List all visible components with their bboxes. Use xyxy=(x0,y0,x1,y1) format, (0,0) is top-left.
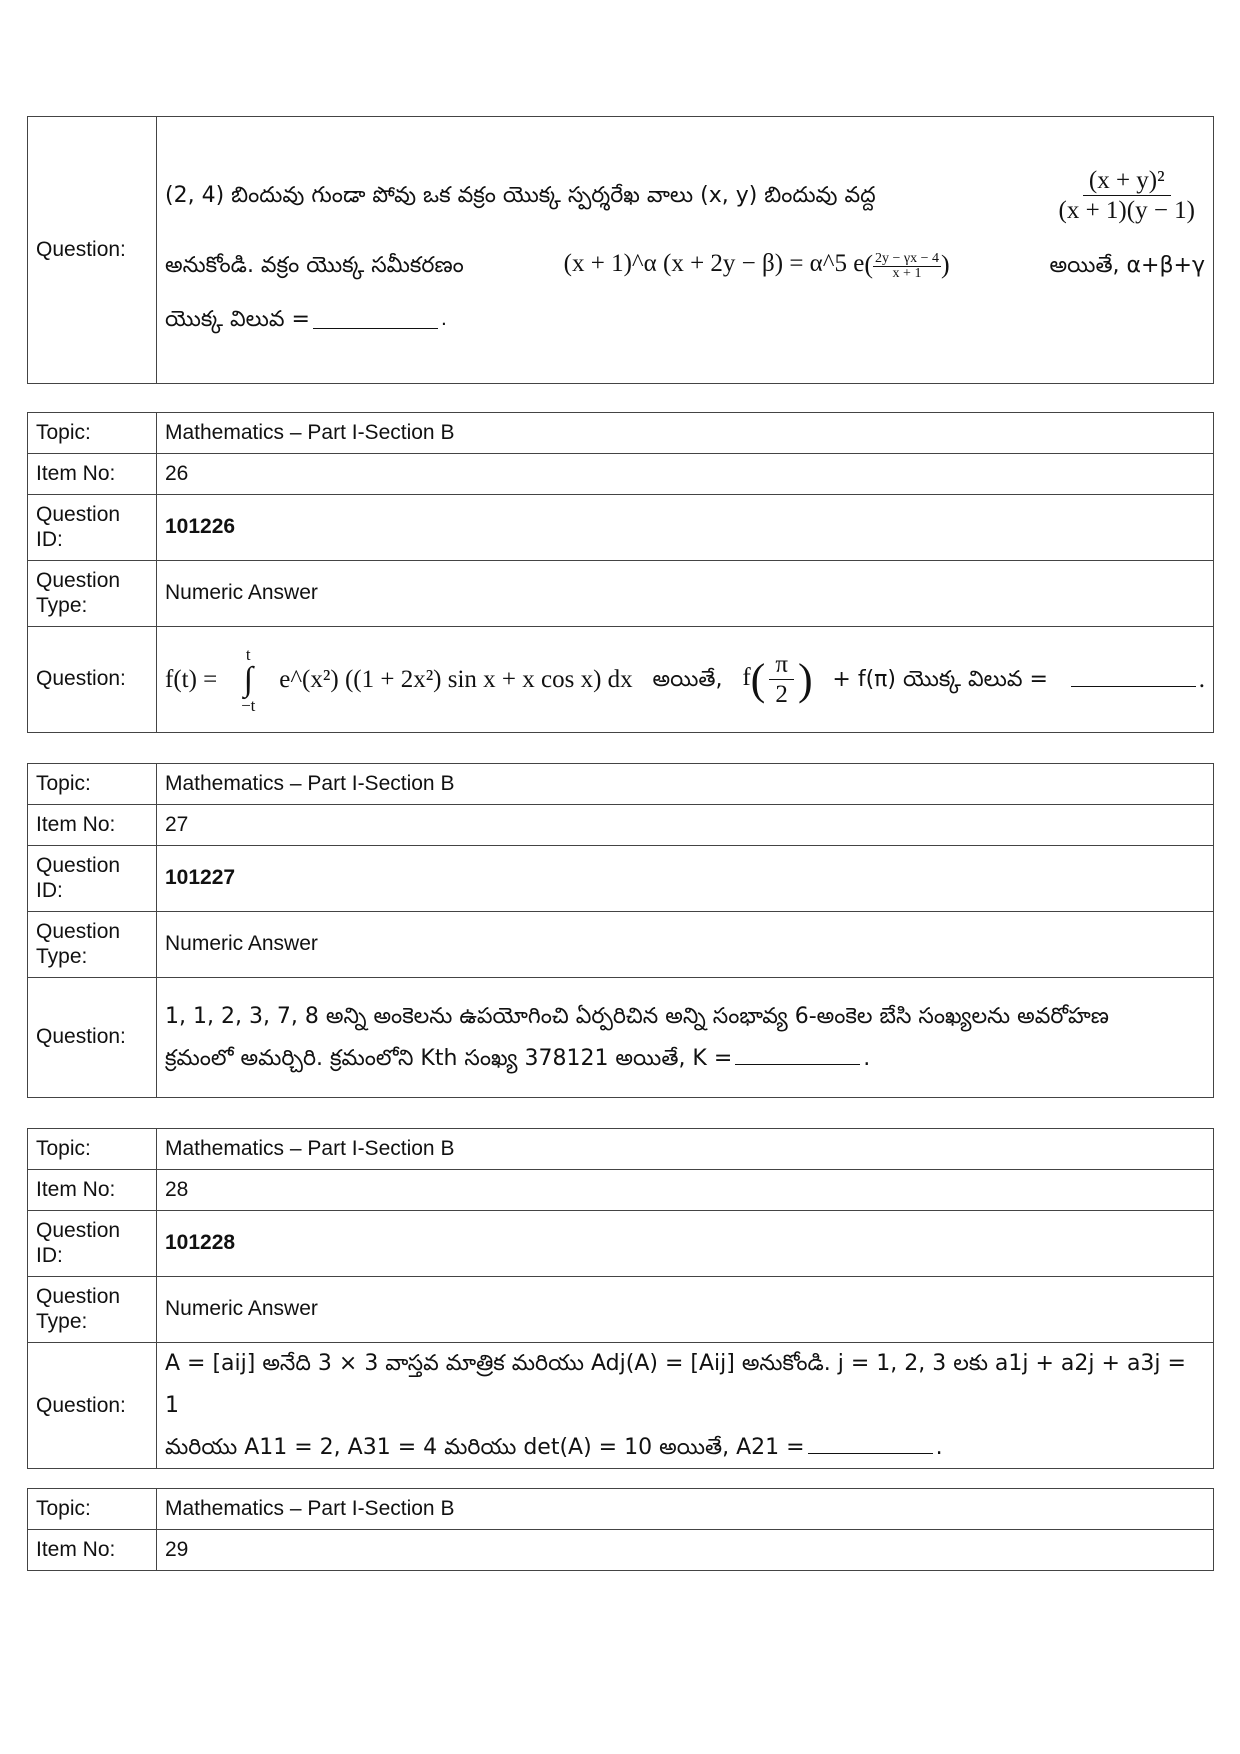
q25-line2b: అయితే, α+β+γ xyxy=(1049,253,1205,279)
answer-blank xyxy=(735,1046,860,1065)
question-id-label: Question ID: xyxy=(28,495,157,561)
topic-label: Topic: xyxy=(28,1129,157,1170)
topic-label: Topic: xyxy=(28,764,157,805)
question-block-28 xyxy=(27,1128,1214,1469)
question-type-value: Numeric Answer xyxy=(157,561,1214,627)
question-type-value: Numeric Answer xyxy=(157,1277,1214,1343)
question-id-value: 101226 xyxy=(157,495,1214,561)
question-label: Question: xyxy=(28,627,157,733)
item-no-value: 29 xyxy=(157,1530,1214,1571)
q25-line2a: అనుకోండి. వక్రం యొక్క సమీకరణం xyxy=(165,253,464,279)
q25-line3: యొక్క విలువ = xyxy=(165,306,310,332)
question-block-26 xyxy=(27,412,1214,733)
question-text: f(t) = t ∫ −t e^(x²) ((1 + 2x²) sin x + x cos x) dx అయితే, f( $\frac{\pi}{2}$ ) + f(π) యొక్క విలువ = . xyxy=(157,627,1214,733)
item-no-value: 27 xyxy=(157,805,1214,846)
q28-line2: మరియు A11 = 2, A31 = 4 మరియు det(A) = 10 అయితే, A21 = xyxy=(165,1434,805,1460)
f-pi-over-2: f( $\frac{\pi}{2}$ ) xyxy=(742,651,813,708)
question-id-label: Question ID: xyxy=(28,1211,157,1277)
item-no-label: Item No: xyxy=(28,1530,157,1571)
question-id-value: 101227 xyxy=(157,846,1214,912)
slope-fraction: $\frac{\text{(x + y)²}}{(x + 1)(y - 1)}$ xyxy=(1058,167,1195,225)
f-of-t: f(t) = xyxy=(165,666,218,693)
question-id-label: Question ID: xyxy=(28,846,157,912)
question-text: (2, 4) బిందువు గుండా పోవు ఒక వక్రం యొక్క స్పర్శరేఖ వాలు (x, y) బిందువు వద్ద $\frac{\text{(x + y)²}}{(x + 1)(y - 1)}$ అనుకోండి. వక్రం యొక్క సమీకరణం (x + 1)^α (x + 2y − β) = α^5 e( $\frac{2y - \gamma x - 4}{x + 1}$ ) అయితే, α+β+γ యొక్క విలువ = . xyxy=(157,117,1214,384)
question-label: Question: xyxy=(28,1343,157,1469)
item-no-label: Item No: xyxy=(28,805,157,846)
topic-value: Mathematics – Part I-Section B xyxy=(157,1489,1214,1530)
item-no-label: Item No: xyxy=(28,1170,157,1211)
item-no-value: 26 xyxy=(157,454,1214,495)
question-text: A = [aij] అనేది 3 × 3 వాస్తవ మాత్రిక మరియు Adj(A) = [Aij] అనుకోండి. j = 1, 2, 3 లకు a1j + a2j + a3j = 1 మరియు A11 = 2, A31 = 4 మరియు det(A) = 10 అయితే, A21 = . xyxy=(157,1343,1214,1469)
item-no-label: Item No: xyxy=(28,454,157,495)
integral-sign: t ∫ −t xyxy=(241,644,256,715)
q27-line1: 1, 1, 2, 3, 7, 8 అన్ని అంకెలను ఉపయోగించి ఏర్పరిచిన అన్ని సంభావ్య 6-అంకెల బేసి సంఖ్యలను అవరోహణ xyxy=(165,1003,1109,1029)
question-id-value: 101228 xyxy=(157,1211,1214,1277)
question-type-label: Question Type: xyxy=(28,561,157,627)
question-block-25 xyxy=(27,116,1214,384)
question-type-label: Question Type: xyxy=(28,912,157,978)
topic-value: Mathematics – Part I-Section B xyxy=(157,1129,1214,1170)
topic-label: Topic: xyxy=(28,1489,157,1530)
q25-line1: (2, 4) బిందువు గుండా పోవు ఒక వక్రం యొక్క స్పర్శరేఖ వాలు (x, y) బిందువు వద్ద xyxy=(165,182,876,208)
q26-rest: + f(π) యొక్క విలువ = xyxy=(832,666,1048,692)
topic-value: Mathematics – Part I-Section B xyxy=(157,764,1214,805)
answer-blank xyxy=(1071,668,1196,687)
question-block-29 xyxy=(27,1488,1214,1571)
topic-value: Mathematics – Part I-Section B xyxy=(157,413,1214,454)
question-type-label: Question Type: xyxy=(28,1277,157,1343)
curve-equation: (x + 1)^α (x + 2y − β) = α^5 e( $\frac{2y - \gamma x - 4}{x + 1}$ ) xyxy=(563,249,950,281)
question-label: Question: xyxy=(28,117,157,384)
question-text: 1, 1, 2, 3, 7, 8 అన్ని అంకెలను ఉపయోగించి ఏర్పరిచిన అన్ని సంభావ్య 6-అంకెల బేసి సంఖ్యలను అవరోహణ క్రమంలో అమర్చిరి. క్రమంలోని Kth సంఖ్య 378121 అయితే, K = . xyxy=(157,978,1214,1098)
answer-blank xyxy=(808,1435,933,1454)
topic-label: Topic: xyxy=(28,413,157,454)
integrand: e^(x²) ((1 + 2x²) sin x + x cos x) dx xyxy=(279,666,633,693)
q27-line2: క్రమంలో అమర్చిరి. క్రమంలోని Kth సంఖ్య 378121 అయితే, K = xyxy=(165,1045,733,1071)
q26-connector: అయితే, xyxy=(652,666,723,692)
question-type-value: Numeric Answer xyxy=(157,912,1214,978)
question-block-27 xyxy=(27,763,1214,1098)
answer-blank xyxy=(313,310,438,329)
q28-line1: A = [aij] అనేది 3 × 3 వాస్తవ మాత్రిక మరియు Adj(A) = [Aij] అనుకోండి. j = 1, 2, 3 లకు a1j + a2j + a3j = 1 xyxy=(165,1351,1186,1418)
question-label: Question: xyxy=(28,978,157,1098)
item-no-value: 28 xyxy=(157,1170,1214,1211)
